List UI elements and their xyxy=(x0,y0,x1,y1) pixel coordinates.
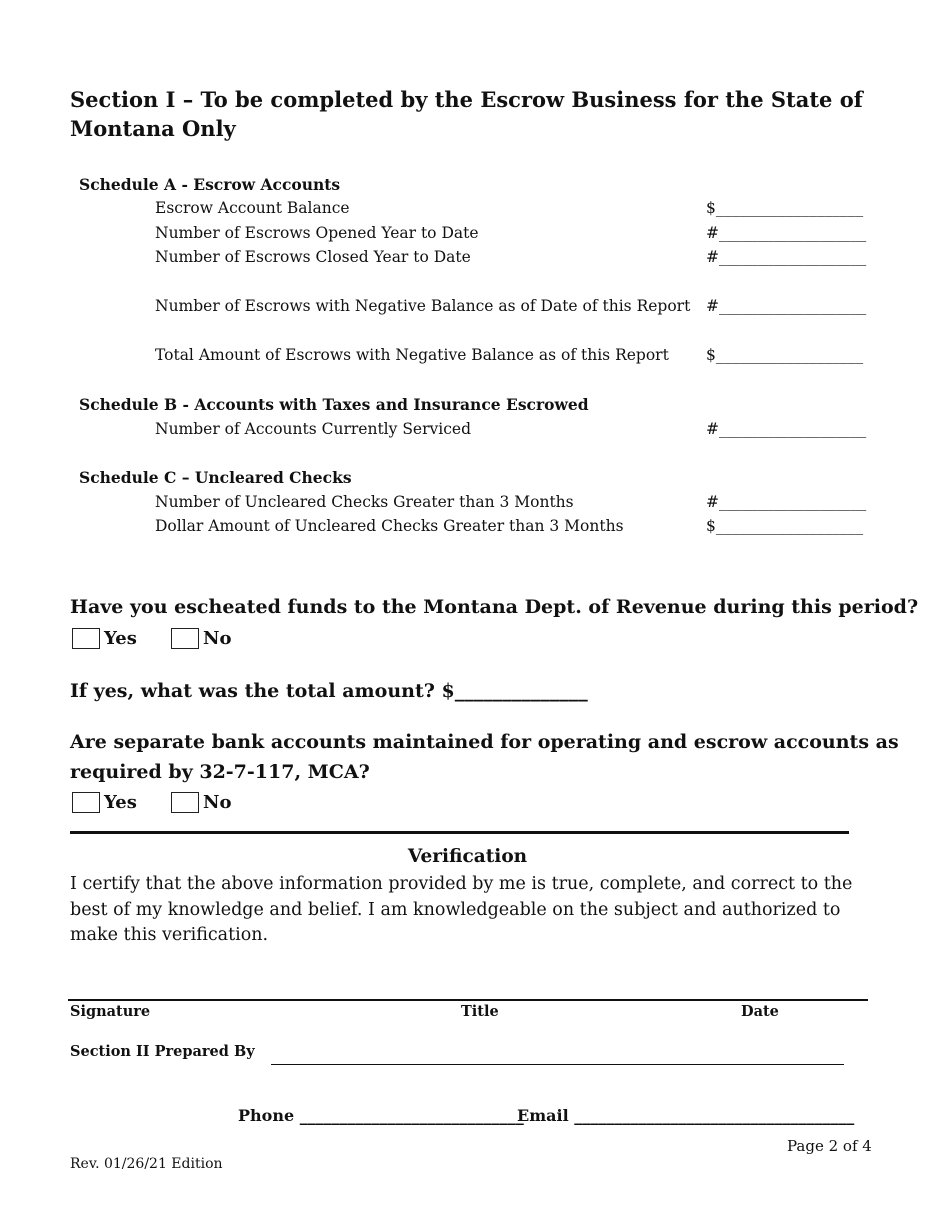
escrows-opened-field[interactable]: #___________________ xyxy=(706,224,867,242)
uncleared-count-field[interactable]: #___________________ xyxy=(706,493,867,511)
negative-balance-amount-label: Total Amount of Escrows with Negative Balance as of this Report xyxy=(155,346,669,364)
uncleared-amount-label: Dollar Amount of Uncleared Checks Greater than 3 Months xyxy=(155,517,624,535)
escheated-yes-option[interactable] xyxy=(72,628,137,649)
signature-line[interactable] xyxy=(68,999,868,1001)
escheated-no-checkbox[interactable] xyxy=(171,628,199,649)
escrows-closed-label: Number of Escrows Closed Year to Date xyxy=(155,248,471,266)
phone-field[interactable]: Phone ____________________________ xyxy=(238,1106,524,1125)
separate-no-option[interactable] xyxy=(171,792,231,813)
escrows-closed-field[interactable]: #___________________ xyxy=(706,248,867,266)
escrow-balance-field[interactable]: $___________________ xyxy=(706,199,864,217)
page-number: Page 2 of 4 xyxy=(787,1137,872,1155)
escheated-yes-checkbox[interactable] xyxy=(72,628,100,649)
escrow-balance-label: Escrow Account Balance xyxy=(155,199,350,217)
negative-balance-count-field[interactable]: #___________________ xyxy=(706,297,867,315)
revision-edition: Rev. 01/26/21 Edition xyxy=(70,1156,223,1172)
date-label: Date xyxy=(741,1003,779,1020)
negative-balance-amount-field[interactable]: $___________________ xyxy=(706,346,864,364)
accounts-serviced-label: Number of Accounts Currently Serviced xyxy=(155,420,472,438)
uncleared-count-label: Number of Uncleared Checks Greater than 3 Months xyxy=(155,493,574,511)
prepared-by-line[interactable] xyxy=(271,1064,844,1065)
page-title-line1: Section I – To be completed by the Escrow Business for the State of xyxy=(70,87,863,112)
separate-accounts-question-line2: required by 32-7-117, MCA? xyxy=(70,761,370,783)
escrows-opened-label: Number of Escrows Opened Year to Date xyxy=(155,224,479,242)
negative-balance-count-label: Number of Escrows with Negative Balance as of Date of this Report xyxy=(155,297,691,315)
escheated-question: Have you escheated funds to the Montana Dept. of Revenue during this period? xyxy=(70,596,919,618)
separate-no-label: No xyxy=(203,792,232,813)
uncleared-amount-field[interactable]: $___________________ xyxy=(706,517,864,535)
separate-yes-option[interactable] xyxy=(72,792,137,813)
accounts-serviced-field[interactable]: #___________________ xyxy=(706,420,867,438)
escheated-yes-label: Yes xyxy=(104,628,137,649)
schedule-b-title: Schedule B - Accounts with Taxes and Insurance Escrowed xyxy=(79,395,589,414)
title-label: Title xyxy=(461,1003,499,1020)
email-field[interactable]: Email ___________________________________ xyxy=(517,1106,855,1125)
verification-title: Verification xyxy=(407,846,528,867)
schedule-a-title: Schedule A - Escrow Accounts xyxy=(79,175,341,194)
verification-body: I certify that the above information provided by me is true, complete, and correct to the best of my knowledge and belief. I am knowledgeable on the subject and authorized to make this verification. xyxy=(70,874,853,945)
separate-yes-checkbox[interactable] xyxy=(72,792,100,813)
escheated-no-label: No xyxy=(203,628,232,649)
section-divider xyxy=(70,831,849,834)
prepared-by-label: Section II Prepared By xyxy=(70,1043,255,1060)
separate-no-checkbox[interactable] xyxy=(171,792,199,813)
schedule-c-title: Schedule C – Uncleared Checks xyxy=(79,468,352,487)
signature-label: Signature xyxy=(70,1003,151,1020)
total-amount-question[interactable]: If yes, what was the total amount? $______________ xyxy=(70,680,588,702)
escheated-no-option[interactable] xyxy=(171,628,231,649)
separate-yes-label: Yes xyxy=(104,792,137,813)
page-title-line2: Montana Only xyxy=(70,116,236,141)
separate-accounts-question-line1: Are separate bank accounts maintained for operating and escrow accounts as xyxy=(70,731,899,753)
